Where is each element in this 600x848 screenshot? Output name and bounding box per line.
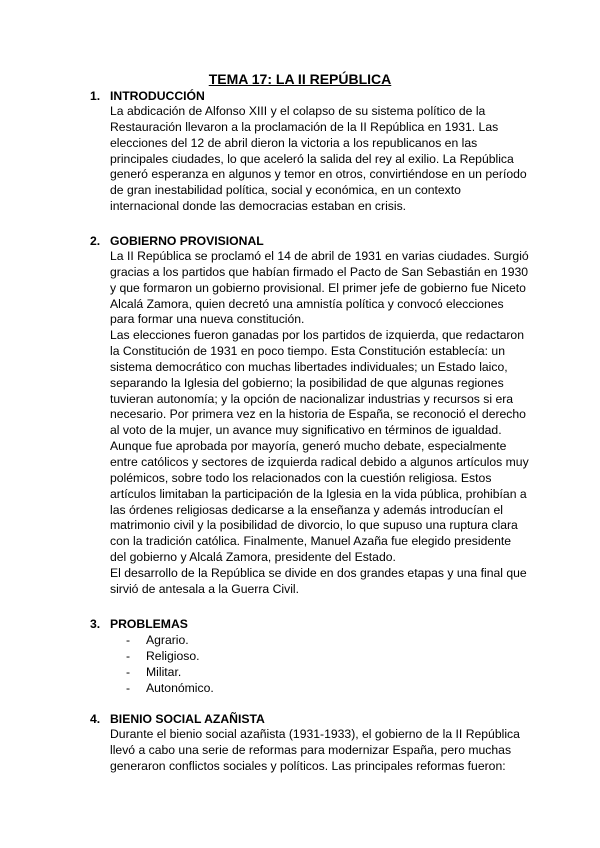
list-item [126, 632, 530, 648]
list-item-text: Religioso. [146, 649, 200, 663]
list-item-text: Militar. [146, 665, 182, 679]
list-item [126, 664, 530, 680]
section-number: 3. [90, 617, 101, 631]
section-introduccion [90, 88, 530, 215]
document-title: TEMA 17: LA II REPÚBLICA [208, 71, 392, 87]
list-marker: - [126, 681, 131, 695]
section-gobierno-provisional [90, 233, 530, 598]
list-item [126, 680, 530, 696]
section-title: BIENIO SOCIAL AZAÑISTA [110, 712, 265, 726]
list-item-text: Autonómico. [146, 681, 214, 695]
list-marker: - [126, 649, 131, 663]
section-heading [90, 616, 530, 632]
section-number: 4. [90, 712, 101, 726]
section-body [110, 104, 530, 215]
section-number: 1. [90, 89, 101, 103]
list-marker: - [126, 633, 131, 647]
section-body [110, 249, 530, 598]
section-number: 2. [90, 234, 101, 248]
section-title: INTRODUCCIÓN [110, 89, 205, 103]
section-title: PROBLEMAS [110, 617, 188, 631]
section-heading [90, 233, 530, 249]
paragraph: La II República se proclamó el 14 de abril de 1931 en varias ciudades. Surgió gracias a los partidos que habían firmado el Pacto de San Sebastián en 1930 y que formaron un gobierno provisional. El primer jefe de gobierno fue Niceto Alcalá Zamora, quien decretó una amnistía política y convocó elecciones para formar una nueva constitución. [110, 249, 529, 327]
paragraph: El desarrollo de la República se divide en dos grandes etapas y una final que sirvió de antesala a la Guerra Civil. [110, 565, 527, 596]
section-heading [90, 88, 530, 104]
list-marker: - [126, 665, 131, 679]
section-title: GOBIERNO PROVISIONAL [110, 234, 264, 248]
problem-list [126, 632, 530, 696]
paragraph: Durante el bienio social azañista (1931-1933), el gobierno de la II República llevó a cabo una serie de reformas para modernizar España, pero muchas generaron conflictos sociales y políticos. Las principales reformas fueron: [110, 727, 520, 773]
section-body [110, 727, 530, 775]
paragraph: Las elecciones fueron ganadas por los partidos de izquierda, que redactaron la Constitución de 1931 en poco tiempo. Esta Constitución establecía: un sistema democrático con muchas libertades individuales; un Estado laico, separando la Iglesia del gobierno; la posibilidad de que algunas regiones tuvieran autonomía; y la opción de nacionalizar industrias y recursos si era necesario. Por primera vez en la historia de España, se reconoció el derecho al voto de la mujer, un avance muy significativo en términos de igualdad. [110, 328, 526, 438]
section-bienio-social-azanista [90, 711, 530, 775]
section-problemas [90, 616, 530, 696]
section-heading [90, 711, 530, 727]
list-item [126, 648, 530, 664]
paragraph: Aunque fue aprobada por mayoría, generó mucho debate, especialmente entre católicos y sectores de izquierda radical debido a algunos artículos muy polémicos, sobre todo los relacionados con la cuestión religiosa. Estos artículos limitaban la participación de la Iglesia en la vida pública, prohibían a las órdenes religiosas dedicarse a la enseñanza y además introducían el matrimonio civil y la posibilidad de divorcio, lo que supuso una ruptura clara con la tradición católica. Finalmente, Manuel Azaña fue elegido presidente del gobierno y Alcalá Zamora, presidente del Estado. [110, 439, 529, 565]
list-item-text: Agrario. [146, 633, 189, 647]
paragraph: La abdicación de Alfonso XIII y el colapso de su sistema político de la Restauración llevaron a la proclamación de la II República en 1931. Las elecciones del 12 de abril dieron la victoria a los republicanos en las principales ciudades, lo que aceleró la salida del rey al exilio. La República generó esperanza en algunos y temor en otros, convirtiéndose en un período de gran inestabilidad política, social y económica, en un contexto internacional donde las democracias estaban en crisis. [110, 104, 527, 214]
